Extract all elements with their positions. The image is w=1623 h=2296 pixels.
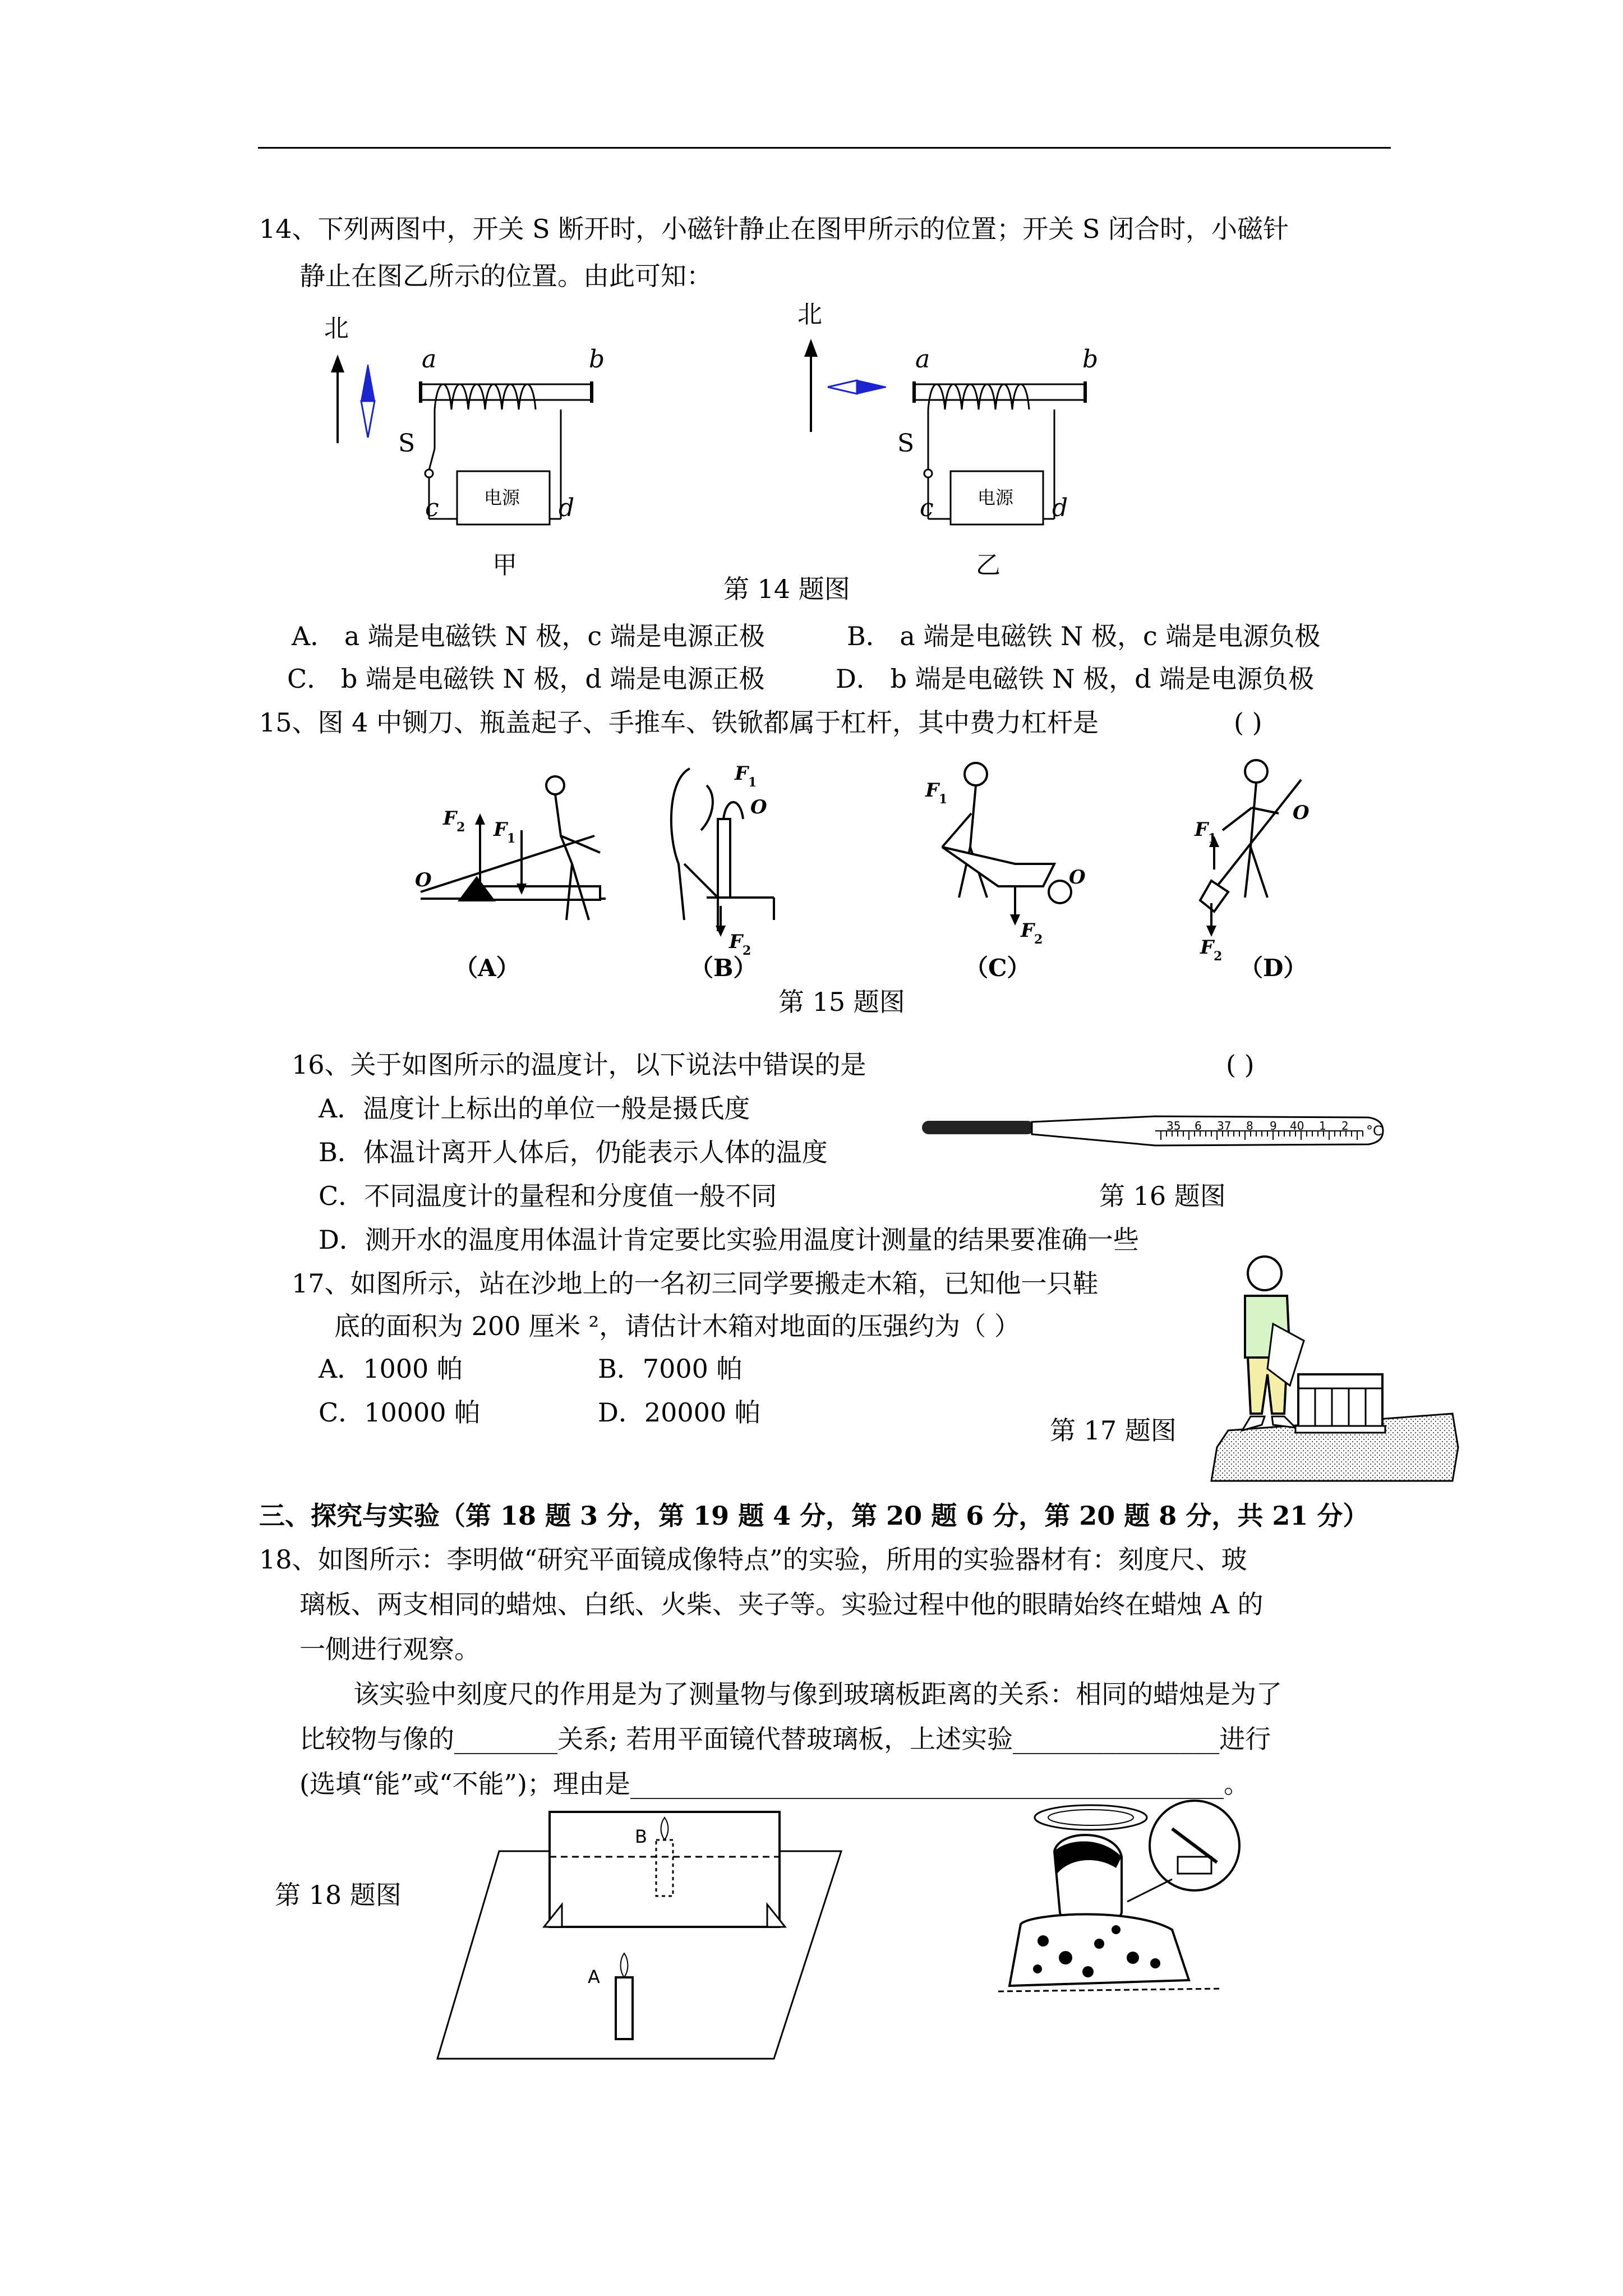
- q14-left-north: 北: [324, 314, 349, 343]
- q15-caption: 第 15 题图: [778, 987, 905, 1017]
- q17-caption: 第 17 题图: [1050, 1415, 1177, 1446]
- q18-line4: 该实验中刻度尺的作用是为了测量物与像到玻璃板距离的关系：相同的蜡烛是为了: [353, 1679, 1282, 1709]
- q16-option-b: B．体温计离开人体后，仍能表示人体的温度: [319, 1137, 828, 1167]
- compass-needle-north-right: [857, 380, 886, 394]
- top-rule: [258, 147, 1391, 149]
- lever-b-o: O: [750, 796, 767, 818]
- scale-2: 2: [1341, 1119, 1349, 1133]
- q17-figure: [1206, 1245, 1475, 1492]
- q14-left-diagram: [324, 314, 605, 579]
- label-d-left: d: [559, 494, 575, 522]
- q14-option-b: B． a 端是电磁铁 N 极，c 端是电源负极: [847, 621, 1321, 651]
- q14-option-c: C． b 端是电磁铁 N 极，d 端是电源正极: [287, 664, 765, 694]
- lever-c-f2: F: [1021, 919, 1035, 942]
- label-jia: 甲: [492, 551, 517, 579]
- q14-right-diagram: [797, 300, 1098, 579]
- q17-option-a: A．1000 帕: [319, 1354, 463, 1384]
- scale-8: 8: [1246, 1119, 1253, 1133]
- scale-6: 6: [1195, 1119, 1202, 1133]
- q18-line5: 比较物与像的________关系; 若用平面镜代替玻璃板，上述实验________________进行: [299, 1724, 1271, 1754]
- label-a-right: a: [915, 345, 930, 374]
- power-label-left: 电源: [484, 487, 520, 508]
- q16-caption: 第 16 题图: [1099, 1181, 1226, 1211]
- q14-figure: [314, 300, 1133, 589]
- q15-stem: 15、图 4 中铡刀、瓶盖起子、手推车、铁锨都属于杠杆，其中费力杠杆是: [259, 707, 1099, 738]
- svg-text:1: 1: [748, 775, 757, 790]
- lever-d-f2: F: [1200, 936, 1214, 959]
- svg-text:1: 1: [939, 792, 948, 807]
- scale-37: 37: [1217, 1119, 1232, 1133]
- svg-text:2: 2: [457, 820, 465, 835]
- lever-c-wheelbarrow: [942, 763, 1071, 920]
- label-c-right: c: [920, 494, 934, 522]
- q14-option-a: A． a 端是电磁铁 N 极，c 端是电源正极: [292, 621, 765, 651]
- label-d-right: d: [1052, 494, 1068, 522]
- candle-a: [616, 1977, 633, 2039]
- q16-thermometer: [920, 1105, 1385, 1167]
- q17-option-d: D．20000 帕: [598, 1397, 760, 1428]
- q14-option-d: D． b 端是电磁铁 N 极，d 端是电源负极: [836, 664, 1315, 694]
- candle-b-label: B: [635, 1826, 647, 1847]
- q16-option-d: D．测开水的温度用体温计肯定要比实验用温度计测量的结果要准确一些: [319, 1225, 1139, 1255]
- lever-c-label: （C）: [965, 954, 1031, 982]
- label-b-left: b: [589, 345, 605, 374]
- label-a-left: a: [422, 345, 437, 374]
- q18-mirror-figure: [437, 1812, 864, 2081]
- q17-option-c: C．10000 帕: [319, 1397, 481, 1428]
- scale-9: 9: [1270, 1119, 1277, 1133]
- scale-35: 35: [1166, 1119, 1181, 1133]
- q18-line3: 一侧进行观察。: [299, 1634, 480, 1664]
- label-yi: 乙: [976, 551, 1000, 579]
- lever-d-o: O: [1293, 802, 1310, 824]
- lever-a-o: O: [415, 869, 432, 891]
- lever-c-o: O: [1069, 866, 1086, 889]
- q16-stem: 16、关于如图所示的温度计，以下说法中错误的是: [292, 1050, 866, 1080]
- lever-a-f2: F: [443, 807, 457, 830]
- scale-1: 1: [1319, 1119, 1326, 1133]
- label-b-right: b: [1082, 345, 1099, 374]
- q15-figure: [404, 752, 1357, 987]
- lever-d-f1: F: [1195, 818, 1209, 841]
- lever-b-bottle-opener: [671, 769, 774, 931]
- lever-a-label: （A）: [454, 954, 520, 982]
- compass-needle-south: [361, 401, 375, 438]
- label-c-left: c: [425, 494, 439, 522]
- switch-label-left: S: [398, 429, 416, 458]
- q16-answer-paren: ( ): [1226, 1050, 1255, 1080]
- scale-40: 40: [1290, 1119, 1304, 1133]
- switch-open: [429, 449, 435, 470]
- svg-text:2: 2: [1034, 932, 1043, 947]
- q14-line1: 14、下列两图中，开关 S 断开时，小磁针静止在图甲所示的位置；开关 S 闭合时，小磁针: [259, 214, 1289, 244]
- q18-line1: 18、如图所示：李明做“研究平面镜成像特点”的实验，所用的实验器材有：刻度尺、玻: [259, 1544, 1247, 1575]
- q14-right-north: 北: [797, 300, 822, 329]
- lever-c-f1: F: [925, 779, 939, 802]
- svg-text:2: 2: [1214, 949, 1223, 964]
- q18-observer-figure: [987, 1795, 1256, 2031]
- lever-b-f2: F: [729, 931, 743, 953]
- svg-text:1: 1: [1208, 831, 1217, 846]
- candle-a-label: A: [588, 1966, 600, 1987]
- q16-option-a: A．温度计上标出的单位一般是摄氏度: [319, 1093, 750, 1124]
- q14-line2: 静止在图乙所示的位置。由此可知：: [299, 261, 712, 291]
- compass-needle-north: [361, 365, 375, 401]
- q17-option-b: B．7000 帕: [598, 1354, 743, 1384]
- north-arrow-head: [331, 355, 344, 372]
- q15-answer-paren: ( ): [1234, 707, 1262, 738]
- q17-line1: 17、如图所示，站在沙地上的一名初三同学要搬走木箱，已知他一只鞋: [292, 1268, 1099, 1299]
- q14-caption: 第 14 题图: [723, 574, 850, 604]
- svg-text:1: 1: [507, 831, 516, 846]
- section-3-heading: 三、探究与实验（第 18 题 3 分，第 19 题 4 分，第 20 题 6 分，第 20 题 8 分，共 21 分）: [259, 1501, 1369, 1531]
- switch-label-right: S: [897, 429, 915, 458]
- q17-line2: 底的面积为 200 厘米 ²，请估计木箱对地面的压强约为（ ）: [334, 1311, 1020, 1341]
- lever-b-f1: F: [735, 762, 749, 785]
- q18-line2: 璃板、两支相同的蜡烛、白纸、火柴、夹子等。实验过程中他的眼睛始终在蜡烛 A 的: [299, 1589, 1264, 1619]
- lever-a-f1: F: [494, 818, 508, 841]
- svg-text:2: 2: [743, 944, 751, 958]
- scale-unit: °C: [1366, 1123, 1382, 1139]
- power-label-right: 电源: [978, 487, 1014, 508]
- q18-line6: (选填“能”或“不能”)；理由是______________________________________________。: [299, 1769, 1249, 1799]
- lever-d-label: （D）: [1239, 954, 1307, 982]
- lever-a-guillotine: [421, 776, 606, 920]
- q16-option-c: C．不同温度计的量程和分度值一般不同: [319, 1181, 777, 1211]
- lever-b-label: （B）: [690, 954, 757, 982]
- q18-caption: 第 18 题图: [275, 1880, 402, 1910]
